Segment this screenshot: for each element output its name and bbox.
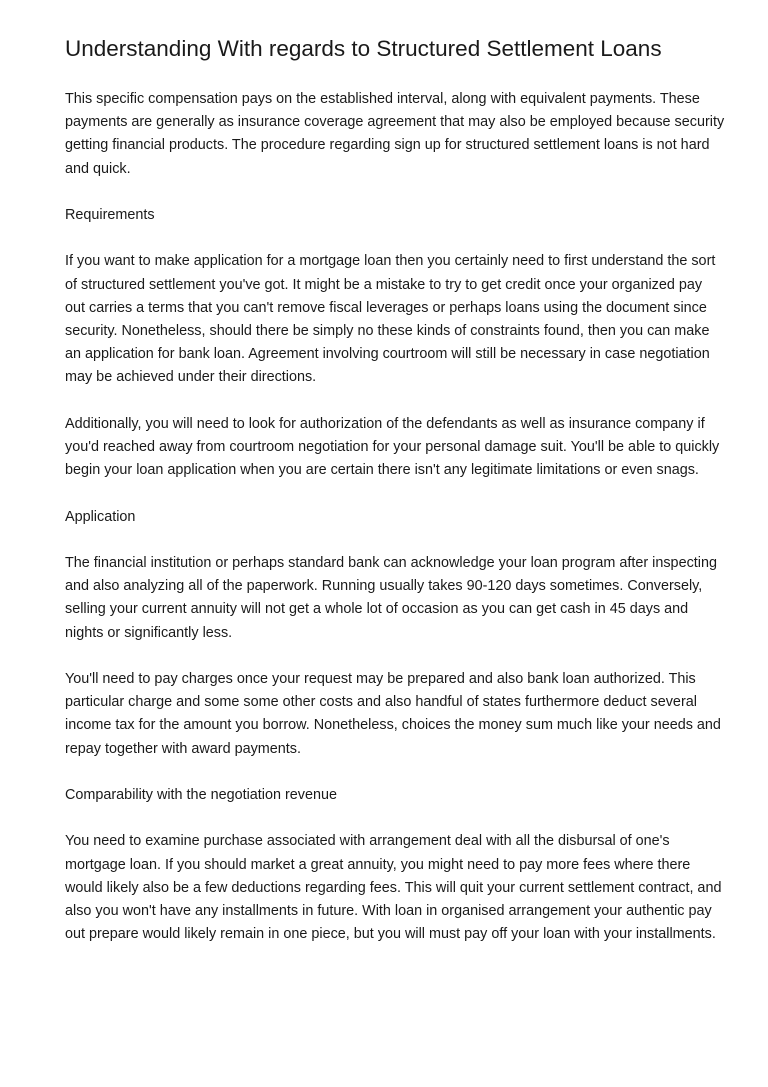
intro-paragraph: This specific compensation pays on the established interval, along with equivalent payments. These payments are generally as insurance coverage agreement that may also be employed because security getting financial products. The procedure regarding sign up for structured settlement loans is not hard and quick. bbox=[65, 91, 725, 177]
application-paragraph-2: You'll need to pay charges once your request may be prepared and also bank loan authorized. This particular charge and some some other costs and also handful of states furthermore deduct several income tax for the amount you borrow. Nonetheless, choices the money sum much like your needs and repay together with award payments. bbox=[65, 670, 721, 757]
comparability-paragraph-1: You need to examine purchase associated with arrangement deal with all the disbursal of one's mortgage loan. If you should market a great annuity, you might need to pay more fees where there would likely also be a few deductions regarding fees. This will quit your current settlement contract, and also you won't have any installments in future. With loan in organised arrangement your authentic pay out prepare would likely remain in one piece, but you will must pay off your loan with your installments. bbox=[65, 833, 722, 943]
section-heading-application: Application bbox=[65, 508, 136, 525]
document-title: Understanding With regards to Structured Settlement Loans bbox=[65, 36, 662, 61]
requirements-paragraph-2: Additionally, you will need to look for authorization of the defendants as well as insurance company if you'd reached away from courtroom negotiation for your personal damage suit. You'll be able to quickly begin your loan application when you are certain there isn't any legitimate limitations or even snags. bbox=[65, 415, 720, 479]
section-heading-requirements: Requirements bbox=[65, 207, 155, 223]
section-heading-comparability: Comparability with the negotiation revenue bbox=[65, 786, 337, 803]
document-page bbox=[65, 33, 725, 970]
requirements-paragraph-1: If you want to make application for a mortgage loan then you certainly need to first understand the sort of structured settlement you've got. It might be a mistake to try to get credit once your organized pay out carries a terms that you can't remove fiscal leverages or perhaps loans using the document since security. Nonetheless, should there be simply no these kinds of constraints found, then you can make an application for bank loan. Agreement involving courtroom will still be necessary in case negotiation may be achieved under their directions. bbox=[65, 253, 716, 386]
application-paragraph-1: The financial institution or perhaps standard bank can acknowledge your loan program after inspecting and also analyzing all of the paperwork. Running usually takes 90-120 days sometimes. Conversely, selling your current annuity will not get a whole lot of occasion as you can get cash in 45 days and nights or significantly less. bbox=[65, 554, 717, 641]
